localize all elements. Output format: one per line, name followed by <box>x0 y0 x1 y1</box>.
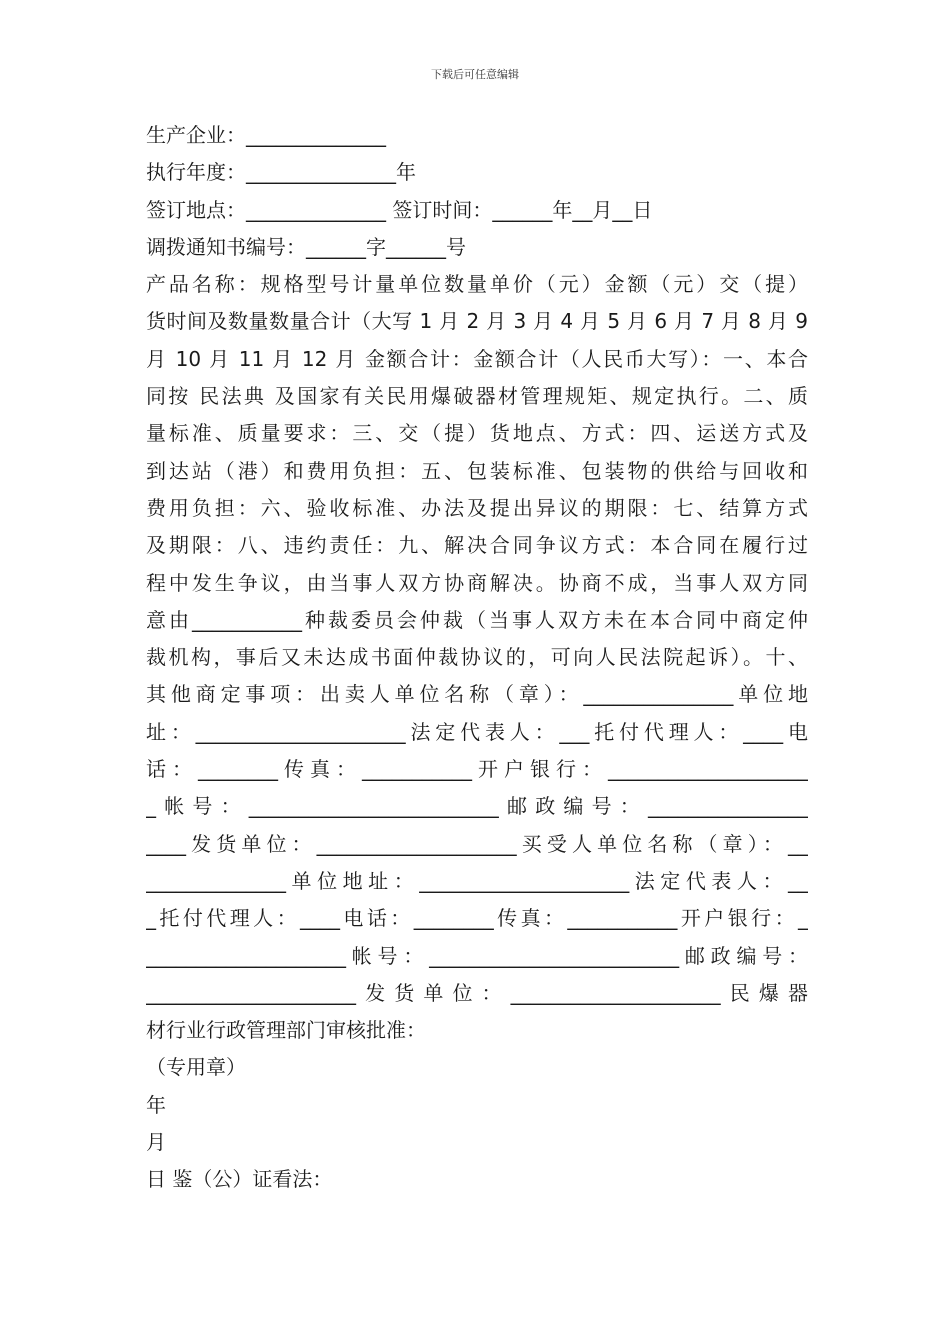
text-line: 其他商定事项：出卖人单位名称（章）：_______________单位地 <box>146 682 808 707</box>
text-line: 裁机构，事后又未达成书面仲裁协议的，可向人民法院起诉）。十、 <box>146 645 808 670</box>
text-line: 意由___________种裁委员会仲裁（当事人双方未在本合同中商定仲 <box>146 607 808 632</box>
text-line: 月 10 月 11 月 12 月 金额合计：金额合计（人民币大写）：一、本合 <box>146 346 808 371</box>
text-line: 话：________传真：___________开户银行：____________________ <box>146 757 808 782</box>
text-line: 程中发生争议，由当事人双方协商解决。协商不成，当事人双方同 <box>146 570 808 595</box>
document-body <box>146 117 808 1199</box>
text-line: ____发货单位：____________________买受人单位名称（章）：__ <box>146 831 808 856</box>
text-line: 货时间及数量数量合计（大写 1 月 2 月 3 月 4 月 5 月 6 月 7 月 8 月 9 <box>146 309 808 334</box>
text-line: 址：_____________________法定代表人：___托付代理人：____电 <box>146 719 808 744</box>
text-line-execution-year: 执行年度：_______________年 <box>146 160 416 185</box>
text-line: _帐号：_________________________邮政编号：________________ <box>146 794 808 819</box>
text-line-special-seal: （专用章） <box>146 1055 246 1080</box>
text-line-signing-place-time: 签订地点：______________ 签订时间：______年__月__日 <box>146 197 653 222</box>
text-line: 及期限：八、违约责任：九、解决合同争议方式：本合同在履行过 <box>146 533 808 558</box>
text-line: 量标准、质量要求：三、交（提）货地点、方式：四、运送方式及 <box>146 421 808 446</box>
text-line-approval: 材行业行政管理部门审核批准： <box>146 1018 426 1043</box>
text-line: 费用负担：六、验收标准、办法及提出异议的期限：七、结算方式 <box>146 495 808 520</box>
text-line-allocation-notice-number: 调拨通知书编号：______字______号 <box>146 234 466 259</box>
text-line: 到达站（港）和费用负担：五、包装标准、包装物的供给与回收和 <box>146 458 808 483</box>
text-line-month: 月 <box>146 1130 166 1155</box>
text-line-day-notarization: 日 鉴（公）证看法： <box>146 1167 333 1192</box>
text-line: ______________单位地址：_____________________法定代表人：__ <box>146 868 808 893</box>
text-line-production-company: 生产企业：______________ <box>146 123 386 147</box>
text-line-year: 年 <box>146 1092 166 1117</box>
text-line: 产品名称：规格型号计量单位数量单价（元）金额（元）交（提） <box>146 272 808 297</box>
text-line: 同按 民法典 及国家有关民用爆破器材管理规矩、规定执行。二、质 <box>146 384 808 409</box>
text-line: _____________________发货单位：_____________________民爆器 <box>146 980 808 1005</box>
text-line: ____________________帐号：_________________________邮政编号： <box>146 943 808 968</box>
text-line: _托付代理人：____电话：________传真：___________开户银行：_ <box>146 906 808 931</box>
page-header-note: 下载后可任意编辑 <box>431 68 519 81</box>
